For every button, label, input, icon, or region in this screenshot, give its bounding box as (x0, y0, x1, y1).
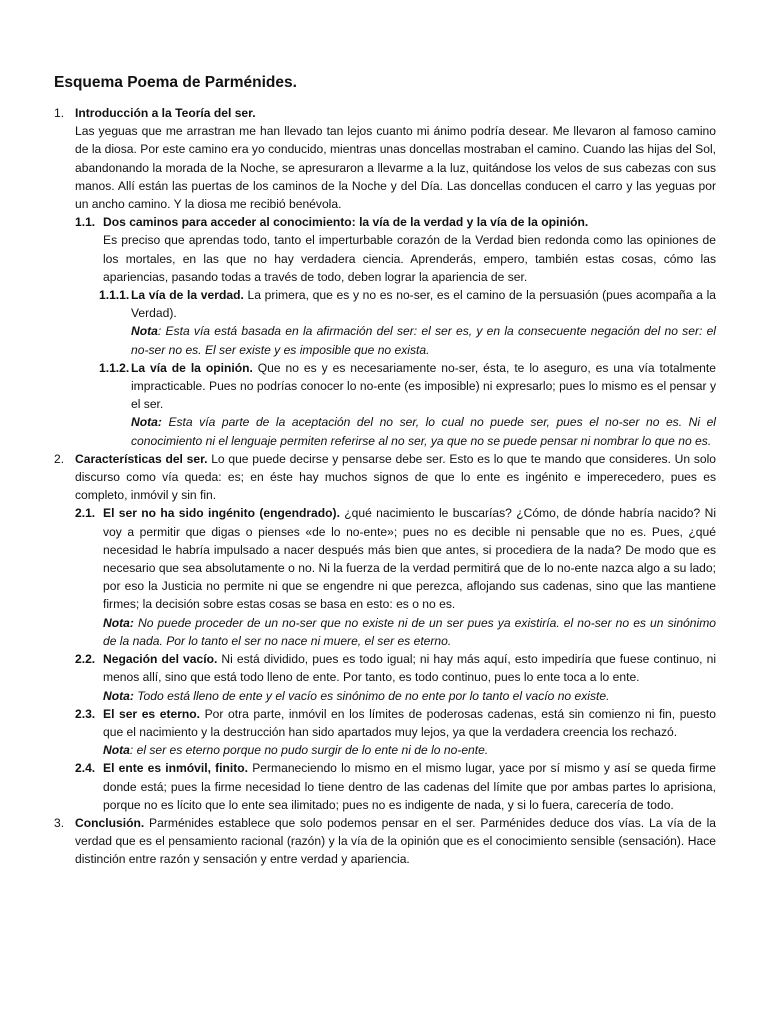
note-2-2 (54, 687, 716, 705)
section-number: 1. (54, 106, 65, 120)
subsection-text: Ni está dividido, pues es todo igual; ni hay más aquí, esto impediría que fuese continuo, ni menos allí, sino que está todo lleno de ente. Por tanto, es todo continuo, pues lo ente toca a lo ente. (103, 652, 716, 685)
note-text: No puede proceder de un no-ser que no existe ni de un ser pues ya existiría. el no-ser no es un sinónimo de la nada. Por lo tanto el ser no nace ni muere, el ser es eterno. (103, 615, 716, 648)
item-text: La primera, que es y no es no-ser, es el camino de la persuasión (pues acompaña a la Verdad). (131, 288, 716, 321)
note-text: Esta vía parte de la aceptación del no ser, lo cual no puede ser, pues el no-ser no es. Ni el conocimiento ni el lenguaje permiten referirse al no ser, ya que no se puede pensar ni nombrar lo que no es. (131, 415, 716, 448)
subsection-heading: Negación del vacío. (103, 652, 218, 667)
subsection-number: 2.4. (75, 761, 96, 776)
section-number: 2. (54, 451, 65, 466)
section-number: 3. (54, 815, 65, 830)
section-3 (54, 814, 716, 869)
section-text: Lo que puede decirse y pensarse debe ser. Esto es lo que te mando que consideres. Un solo discurso como vía queda: es; en éste hay muchos signos de que lo ente es ingénito e imperecedero, pues es completo, inmóvil y sin fin. (75, 451, 716, 503)
note-text: : Esta vía está basada en la afirmación del ser: el ser es, y en la consecuente negación del no ser: el no-ser no es. El ser existe y es imposible que no exista. (131, 324, 716, 357)
section-2 (54, 450, 716, 505)
section-1-heading (54, 104, 716, 122)
subsection-2-4 (54, 759, 716, 814)
subsection-text: Permaneciendo lo mismo en el mismo lugar, yace por sí mismo y así se queda firme donde está; pues la firme necesidad lo tiene dentro de las cadenas del límite que por ambas partes lo aprisiona, porque no es lícito que lo ente sea ilimitado; pues no es indigente de nada, y si lo fuera, carecería de todo. (103, 761, 717, 812)
subsection-heading: Dos caminos para acceder al conocimiento: la vía de la verdad y la vía de la opinión. (103, 215, 589, 230)
item-text: Que no es y es necesariamente no-ser, ésta, te lo aseguro, es una vía totalmente impracticable. Pues no podrías conocer lo no-ente (es imposible) ni expresarlo; pues lo mismo es el pensar y el ser. (131, 360, 716, 412)
subsection-number: 2.3. (75, 706, 96, 721)
subsection-number: 2.1. (75, 506, 96, 521)
item-1-1-2 (54, 359, 716, 414)
note-text: : el ser es eterno porque no pudo surgir de lo ente ni de lo no-ente. (129, 743, 489, 758)
document-body (54, 104, 716, 869)
note-1-1-2 (54, 413, 716, 449)
section-heading: Conclusión. (75, 815, 145, 830)
note-label: Nota (103, 743, 130, 758)
note-2-3 (54, 741, 716, 759)
item-number: 1.1.2. (99, 360, 130, 375)
section-heading: Características del ser. (75, 451, 208, 466)
subsection-text: Por otra parte, inmóvil en los límites de poderosas cadenas, está sin comienzo ni fin, puesto que el nacimiento y la destrucción han sido apartados muy lejos, ya que la verdadera creencia los rechazó. (103, 706, 717, 739)
section-text: Parménides establece que solo podemos pensar en el ser. Parménides deduce dos vías. La vía de la verdad que es el pensamiento racional (razón) y la vía de la opinión que es el conocimiento sensible (sensación). Hace distinción entre razón y sensación y entre verdad y apariencia. (75, 815, 716, 867)
subsection-text: ¿qué nacimiento le buscarías? ¿Cómo, de dónde habría nacido? Ni voy a permitir que digas o pienses «de lo no-ente»; pues no es decible ni pensable que no es. Pues, ¿qué necesidad le habría impulsado a nacer después más bien que antes, si procediera de la nada? De modo que es necesario que sea absolutamente o no. Ni la fuerza de la verdad permitirá que de lo no-ente nazca algo a su lado; por eso la Justicia no permite ni que se engendre ni que perezca, aflojando sus cadenas, sino que las mantiene firmes; la decisión sobre estas cosas se basa en esto: es o no es. (103, 506, 717, 612)
note-2-1 (54, 614, 716, 650)
section-1-text: Las yeguas que me arrastran me han llevado tan lejos cuanto mi ánimo podría desear. Me llevaron al famoso camino de la diosa. Por este camino era yo conducido, mientras unas doncellas mostraban el camino. Cuando las hijas del Sol, abandonando la morada de la Noche, se apresuraron a llevarme a la luz, quitándose los velos de sus cabezas con sus manos. Allí están las puertas de los caminos de la Noche y del Día. Las doncellas conducen el carro y las yeguas por un ancho camino. Y la diosa me recibió benévola. (75, 124, 716, 212)
subsection-heading: El ser es eterno. (103, 706, 201, 721)
note-1-1-1 (54, 322, 716, 358)
note-label: Nota (131, 324, 158, 339)
note-label: Nota: (131, 415, 162, 430)
subsection-1-1-text: Es preciso que aprendas todo, tanto el imperturbable corazón de la Verdad bien redonda como las opiniones de los mortales, en las que no hay verdadera ciencia. Aprenderás, empero, también estas cosas, cómo las apariencias, pasando todas a través de todo, deben lograr la apariencia de ser. (103, 233, 716, 284)
item-heading: La vía de la verdad. (131, 288, 244, 303)
subsection-heading: El ente es inmóvil, finito. (103, 761, 249, 776)
subsection-number: 1.1. (75, 215, 96, 230)
page-title: Esquema Poema de Parménides. (54, 74, 297, 91)
note-text: Todo está lleno de ente y el vacío es sinónimo de no ente por lo tanto el vacío no existe. (133, 688, 610, 703)
note-label: Nota: (103, 615, 134, 630)
subsection-number: 2.2. (75, 652, 96, 667)
subsection-1-1 (54, 213, 716, 231)
subsection-heading: El ser no ha sido ingénito (engendrado). (103, 506, 340, 521)
item-number: 1.1.1. (99, 288, 130, 303)
subsection-2-2 (54, 650, 716, 686)
subsection-2-1 (54, 504, 716, 613)
subsection-2-3 (54, 705, 716, 741)
item-1-1-1 (54, 286, 716, 322)
section-heading: Introducción a la Teoría del ser. (75, 106, 256, 120)
note-label: Nota: (103, 688, 134, 703)
item-heading: La vía de la opinión. (131, 360, 253, 375)
